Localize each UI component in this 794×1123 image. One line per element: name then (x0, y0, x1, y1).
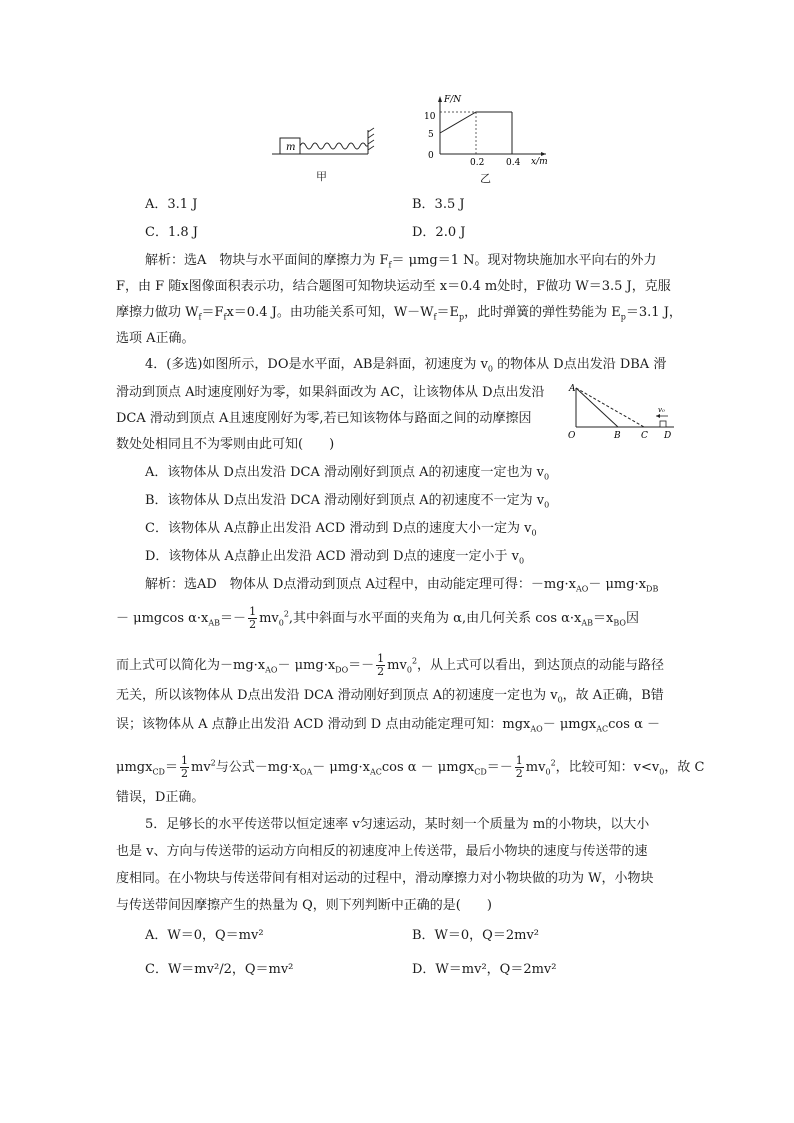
q5-stem-line-4: 与传送带间因摩擦产生的热量为 Q，则下列判断中正确的是( ) (116, 898, 492, 913)
mass-label: m (286, 142, 296, 153)
q4-stem-line-3: DCA 滑动到顶点 A且速度刚好为零,若已知该物体与路面之间的动摩擦因 (116, 411, 532, 426)
q4-option-d: D．该物体从 A点静止出发沿 ACD 滑动到 D点的速度一定小于 $v_0$ (145, 549, 525, 566)
y-tick-0: 0 (428, 151, 434, 161)
q3-analysis-line-3: 摩擦力做功 $W_f=F_fx=0.4$ J。由功能关系可知，$W-W_f=E_p$，此时弹簧的弹性势能为 $E_p=3.1$ J， (116, 305, 682, 322)
q3-analysis-line-2: F，由 F 随x图像面积表示功，结合题图可知物块运动至 x＝0.4 m处时，F做功 W＝3.5 J，克服 (116, 279, 671, 294)
q3-option-a: A．3.1 J (145, 197, 198, 212)
q4-stem-line-4: 数处处相同且不为零则由此可知( ) (116, 437, 335, 452)
q3-option-b: B．3.5 J (412, 197, 465, 212)
q4-analysis-line-5: 误；该物体从 A 点静止出发沿 ACD 滑动到 D 点由动能定理可知：mgx$_{AO}$－ μmgx$_{AC}$cos α － (116, 717, 660, 734)
x-axis-label: x/m (531, 157, 548, 167)
q4-analysis-line-3: 而上式可以简化为$-mg\cdot x_{AO}- \mu mg\cdot x_{DO}=-$ $\frac{1}{2}$ $mv_0^2$，从上式可以看出，到达顶点的动能与路径 (116, 652, 665, 678)
q4-analysis-line-7: 错误，D正确。 (116, 790, 205, 805)
y-tick-5: 5 (428, 130, 434, 140)
figure-q4-incline (566, 382, 686, 442)
q4-analysis-line-2: － μmgcos $\alpha\cdot x_{AB}=-$ $\frac{1}{2}$ $mv_0^2$,其中斜面与水平面的夹角为 α,由几何关系 $\cos \alpha\cdot x_{AB}=x_{BO}$因 (116, 605, 639, 631)
q5-stem-line-2: 也是 v、方向与传送带的运动方向相反的初速度冲上传送带，最后小物块的速度与传送带的速 (116, 844, 648, 859)
q4-analysis-line-1: 解析：选AD 物体从 D点滑动到顶点 A过程中，由动能定理可得：$-mg\cdot x_{AO}- \mu mg\cdot x_{DB}$ (145, 577, 659, 594)
y-tick-10: 10 (424, 112, 436, 122)
q5-option-a: A．W＝0，Q＝mv² (145, 928, 264, 943)
figure-jia-caption: 甲 (316, 170, 327, 183)
q3-analysis-line-1: 解析：选A 物块与水平面间的摩擦力为 $F_f= \mu mg=1$ N。现对物块施加水平向右的外力 (145, 253, 657, 270)
q5-option-d: D．W＝mv²，Q＝2mv² (412, 962, 557, 977)
q3-analysis-line-4: 选项 A正确。 (116, 331, 195, 346)
q3-option-c: C．1.8 J (145, 225, 198, 240)
q3-option-d: D．2.0 J (412, 225, 466, 240)
block-spring-diagram (268, 120, 380, 160)
q4-option-c: C．该物体从 A点静止出发沿 ACD 滑动到 D点的速度大小一定为 $v_0$ (145, 521, 537, 538)
label-v0: v₀ (658, 406, 665, 414)
q5-stem-line-1: 5．足够长的水平传送带以恒定速率 v匀速运动，某时刻一个质量为 m的小物块，以大小 (145, 817, 650, 832)
label-a: A (569, 384, 576, 394)
label-d: D (664, 431, 672, 441)
figure-jia (268, 120, 380, 182)
label-c: C (641, 431, 648, 441)
label-b: B (614, 431, 621, 441)
q5-option-c: C．W＝mv²/2，Q＝mv² (145, 962, 294, 977)
q4-analysis-line-4: 无关，所以该物体从 D点出发沿 DCA 滑动刚好到顶点 A的初速度一定也为 $v_0$，故 A正确，B错 (116, 688, 664, 705)
force-displacement-chart (416, 92, 566, 170)
q5-stem-line-3: 度相同。在小物块与传送带间有相对运动的过程中，滑动摩擦力对小物块做的功为 W，小物块 (116, 871, 654, 886)
q4-option-b: B．该物体从 D点出发沿 DCA 滑动刚好到顶点 A的初速度不一定为 $v_0$ (145, 493, 550, 510)
q4-stem-line-1: 4．(多选)如图所示，DO是水平面，AB是斜面，初速度为 $v_0$ 的物体从 D点出发沿 DBA 滑 (145, 357, 667, 374)
q4-stem-line-2: 滑动到顶点 A时速度刚好为零，如果斜面改为 AC，让该物体从 D点出发沿 (116, 385, 545, 400)
y-axis-label: F/N (444, 95, 462, 105)
q4-analysis-line-6: μmgx$_{CD}$＝ $\frac{1}{2}$ $mv^2$与公式$-mg\cdot x_{OA}- \mu mg\cdot x_{AC}\cos$ α － μmgx$_{CD}$＝－ $\frac{1}{2}$ $mv_0^2$，比较可知：$v<v_0$，故 C (116, 754, 705, 780)
x-tick-0.2: 0.2 (470, 158, 485, 168)
figure-yi (416, 92, 566, 184)
label-o: O (568, 431, 576, 441)
figure-yi-caption: 乙 (480, 172, 491, 185)
x-tick-0.4: 0.4 (506, 158, 521, 168)
q4-option-a: A．该物体从 D点出发沿 DCA 滑动刚好到顶点 A的初速度一定也为 $v_0$ (145, 465, 550, 482)
q5-option-b: B．W＝0，Q＝2mv² (412, 928, 539, 943)
